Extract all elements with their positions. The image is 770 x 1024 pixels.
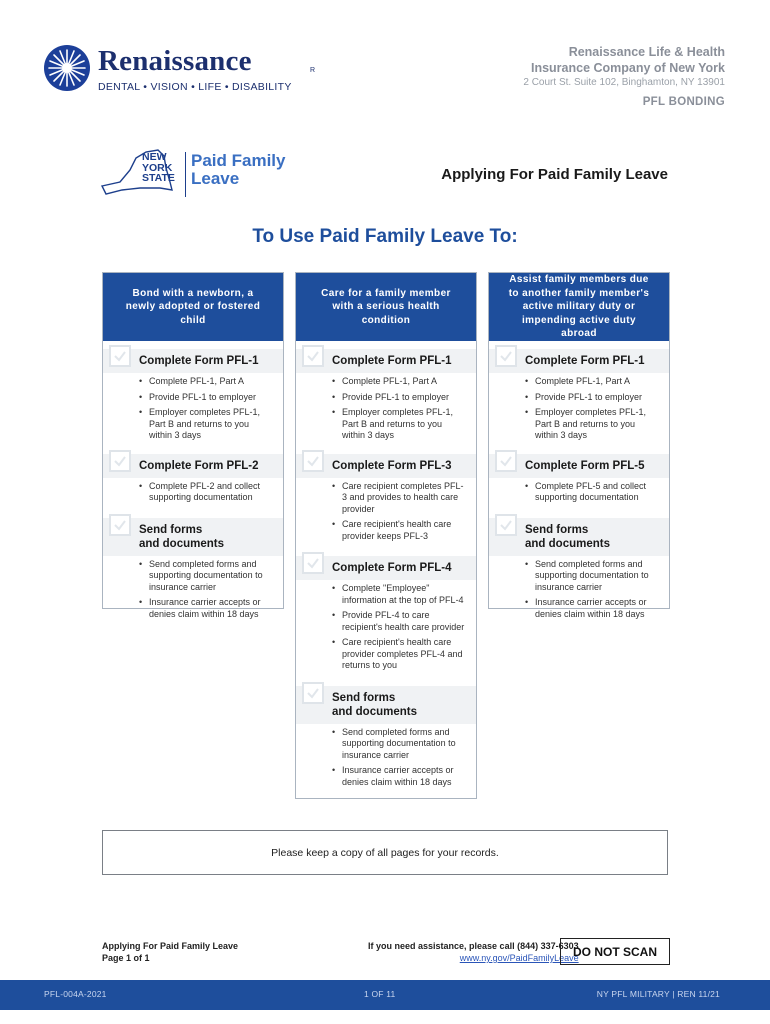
step-title-line1: Send forms	[525, 523, 589, 536]
step-title: Complete Form PFL-2	[139, 459, 259, 472]
form-revision: NY PFL MILITARY | REN 11/21	[596, 989, 720, 999]
step-header	[103, 349, 283, 373]
step-bullets	[296, 724, 476, 799]
pfl-logo-title-line2: Leave	[191, 169, 240, 188]
check-icon	[306, 686, 320, 700]
list-item: • Employer completes PFL-1, Part B and returns to you within 3 days	[525, 407, 659, 442]
list-item: • Complete PFL-2 and collect supporting documentation	[139, 481, 273, 504]
column-care	[295, 272, 477, 799]
company-address: 2 Court St. Suite 102, Binghamton, NY 13901	[523, 77, 725, 88]
step-bullets	[296, 478, 476, 553]
nys-wordmark	[142, 152, 175, 184]
nys-word-york: YORK	[142, 161, 173, 174]
step-bullets	[296, 580, 476, 682]
company-name-line1: Renaissance Life & Health	[568, 45, 725, 59]
step-header	[489, 349, 669, 373]
company-info	[523, 44, 725, 90]
step-header	[489, 518, 669, 556]
step-header	[489, 454, 669, 478]
list-item: • Complete PFL-1, Part A	[525, 376, 659, 388]
step-title-line1: Send forms	[332, 691, 396, 704]
step-bullets	[103, 478, 283, 514]
list-item: • Send completed forms and supporting documentation to insurance carrier	[139, 559, 273, 594]
step-title-line2: and documents	[525, 537, 610, 550]
sheet-counter: 1 OF 11	[364, 989, 396, 999]
checkbox[interactable]	[495, 345, 517, 367]
step-title: Complete Form PFL-1	[525, 355, 645, 367]
check-icon	[306, 454, 320, 468]
checkbox[interactable]	[109, 514, 131, 536]
checkbox[interactable]	[302, 682, 324, 704]
check-icon	[499, 518, 513, 532]
column-bond	[102, 272, 284, 619]
nys-pfl-logo	[100, 146, 290, 200]
list-item: • Send completed forms and supporting documentation to insurance carrier	[525, 559, 659, 594]
brand-name: Renaissance	[98, 45, 252, 77]
check-icon	[113, 349, 127, 363]
column-military	[488, 272, 670, 619]
step-title: Complete Form PFL-4	[332, 562, 452, 574]
step-title: Complete Form PFL-1	[332, 355, 452, 367]
step-title	[332, 691, 417, 719]
section-title: To Use Paid Family Leave To:	[252, 226, 518, 247]
brand-tagline: DENTAL • VISION • LIFE • DISABILITY	[98, 81, 292, 93]
nys-word-new: NEW	[142, 151, 167, 163]
footer-page-info	[102, 940, 238, 964]
checkbox[interactable]	[109, 345, 131, 367]
list-item: • Provide PFL-1 to employer	[139, 392, 273, 404]
check-icon	[113, 518, 127, 532]
nys-word-state: STATE	[142, 172, 175, 184]
list-item: • Complete PFL-5 and collect supporting documentation	[525, 481, 659, 504]
list-item: • Employer completes PFL-1, Part B and returns to you within 3 days	[139, 407, 273, 442]
check-icon	[499, 349, 513, 363]
check-icon	[306, 556, 320, 570]
checkbox[interactable]	[302, 552, 324, 574]
column-header: Care for a family member with a serious health condition	[296, 273, 476, 341]
check-icon	[306, 349, 320, 363]
list-item: • Complete "Employee" information at the top of PFL-4	[332, 583, 466, 606]
list-item: • Send completed forms and supporting documentation to insurance carrier	[332, 727, 466, 762]
checkbox[interactable]	[302, 345, 324, 367]
step-title	[139, 523, 224, 551]
list-item: • Complete PFL-1, Part A	[332, 376, 466, 388]
list-item: • Care recipient completes PFL-3 and provides to health care provider	[332, 481, 466, 516]
list-item: • Insurance carrier accepts or denies claim within 18 days	[139, 597, 273, 620]
list-item: • Complete PFL-1, Part A	[139, 376, 273, 388]
check-icon	[499, 454, 513, 468]
sunburst-logo-icon	[44, 45, 90, 91]
step-bullets	[103, 373, 283, 452]
pfl-website-link[interactable]: www.ny.gov/PaidFamilyLeave	[459, 953, 579, 963]
column-header: Bond with a newborn, a newly adopted or fostered child	[103, 273, 283, 341]
do-not-scan-box: DO NOT SCAN	[560, 938, 670, 965]
step-header	[103, 518, 283, 556]
registered-mark: R	[310, 67, 316, 74]
checkbox[interactable]	[109, 450, 131, 472]
step-header	[103, 454, 283, 478]
step-title-line1: Send forms	[139, 523, 203, 536]
checkbox[interactable]	[495, 450, 517, 472]
step-bullets	[489, 556, 669, 631]
page-title: Applying For Paid Family Leave	[441, 166, 668, 183]
footer-help	[368, 940, 579, 964]
step-header	[296, 349, 476, 373]
step-header	[296, 454, 476, 478]
list-item: • Insurance carrier accepts or denies claim within 18 days	[332, 765, 466, 788]
pfl-logo-title-line1: Paid Family	[191, 151, 286, 170]
column-header: Assist family members due to another family member's active military duty or impending active duty abroad	[489, 273, 669, 341]
list-item: • Insurance carrier accepts or denies claim within 18 days	[525, 597, 659, 620]
step-header	[296, 556, 476, 580]
step-title: Complete Form PFL-5	[525, 459, 645, 472]
step-bullets	[296, 373, 476, 452]
step-bullets	[489, 478, 669, 514]
form-code: PFL-004A-2021	[44, 989, 107, 999]
footer-page-number: Page 1 of 1	[102, 953, 150, 963]
bottom-bar	[0, 980, 770, 1010]
step-bullets	[103, 556, 283, 631]
step-header	[296, 686, 476, 724]
list-item: • Care recipient's health care provider completes PFL-4 and returns to you	[332, 637, 466, 672]
check-icon	[113, 454, 127, 468]
company-name-line2: Insurance Company of New York	[530, 61, 725, 75]
help-phone-text: If you need assistance, please call (844) 337-6303	[368, 941, 579, 951]
footer-form-title: Applying For Paid Family Leave	[102, 941, 239, 951]
checkbox[interactable]	[495, 514, 517, 536]
step-bullets	[489, 373, 669, 452]
list-item: • Employer completes PFL-1, Part B and returns to you within 3 days	[332, 407, 466, 442]
renaissance-logo	[44, 45, 316, 95]
pfl-logo-title	[191, 152, 285, 188]
list-item: • Provide PFL-1 to employer	[525, 392, 659, 404]
list-item: • Care recipient's health care provider keeps PFL-3	[332, 519, 466, 542]
list-item: • Provide PFL-1 to employer	[332, 392, 466, 404]
step-title-line2: and documents	[139, 537, 224, 550]
step-title	[525, 523, 610, 551]
checkbox[interactable]	[302, 450, 324, 472]
list-item: • Provide PFL-4 to care recipient's health care provider	[332, 610, 466, 633]
nys-divider	[185, 152, 186, 197]
form-type-label: PFL BONDING	[642, 96, 725, 108]
step-title: Complete Form PFL-1	[139, 355, 259, 367]
records-note: Please keep a copy of all pages for your records.	[102, 830, 668, 875]
step-title-line2: and documents	[332, 705, 417, 718]
step-title: Complete Form PFL-3	[332, 459, 452, 472]
